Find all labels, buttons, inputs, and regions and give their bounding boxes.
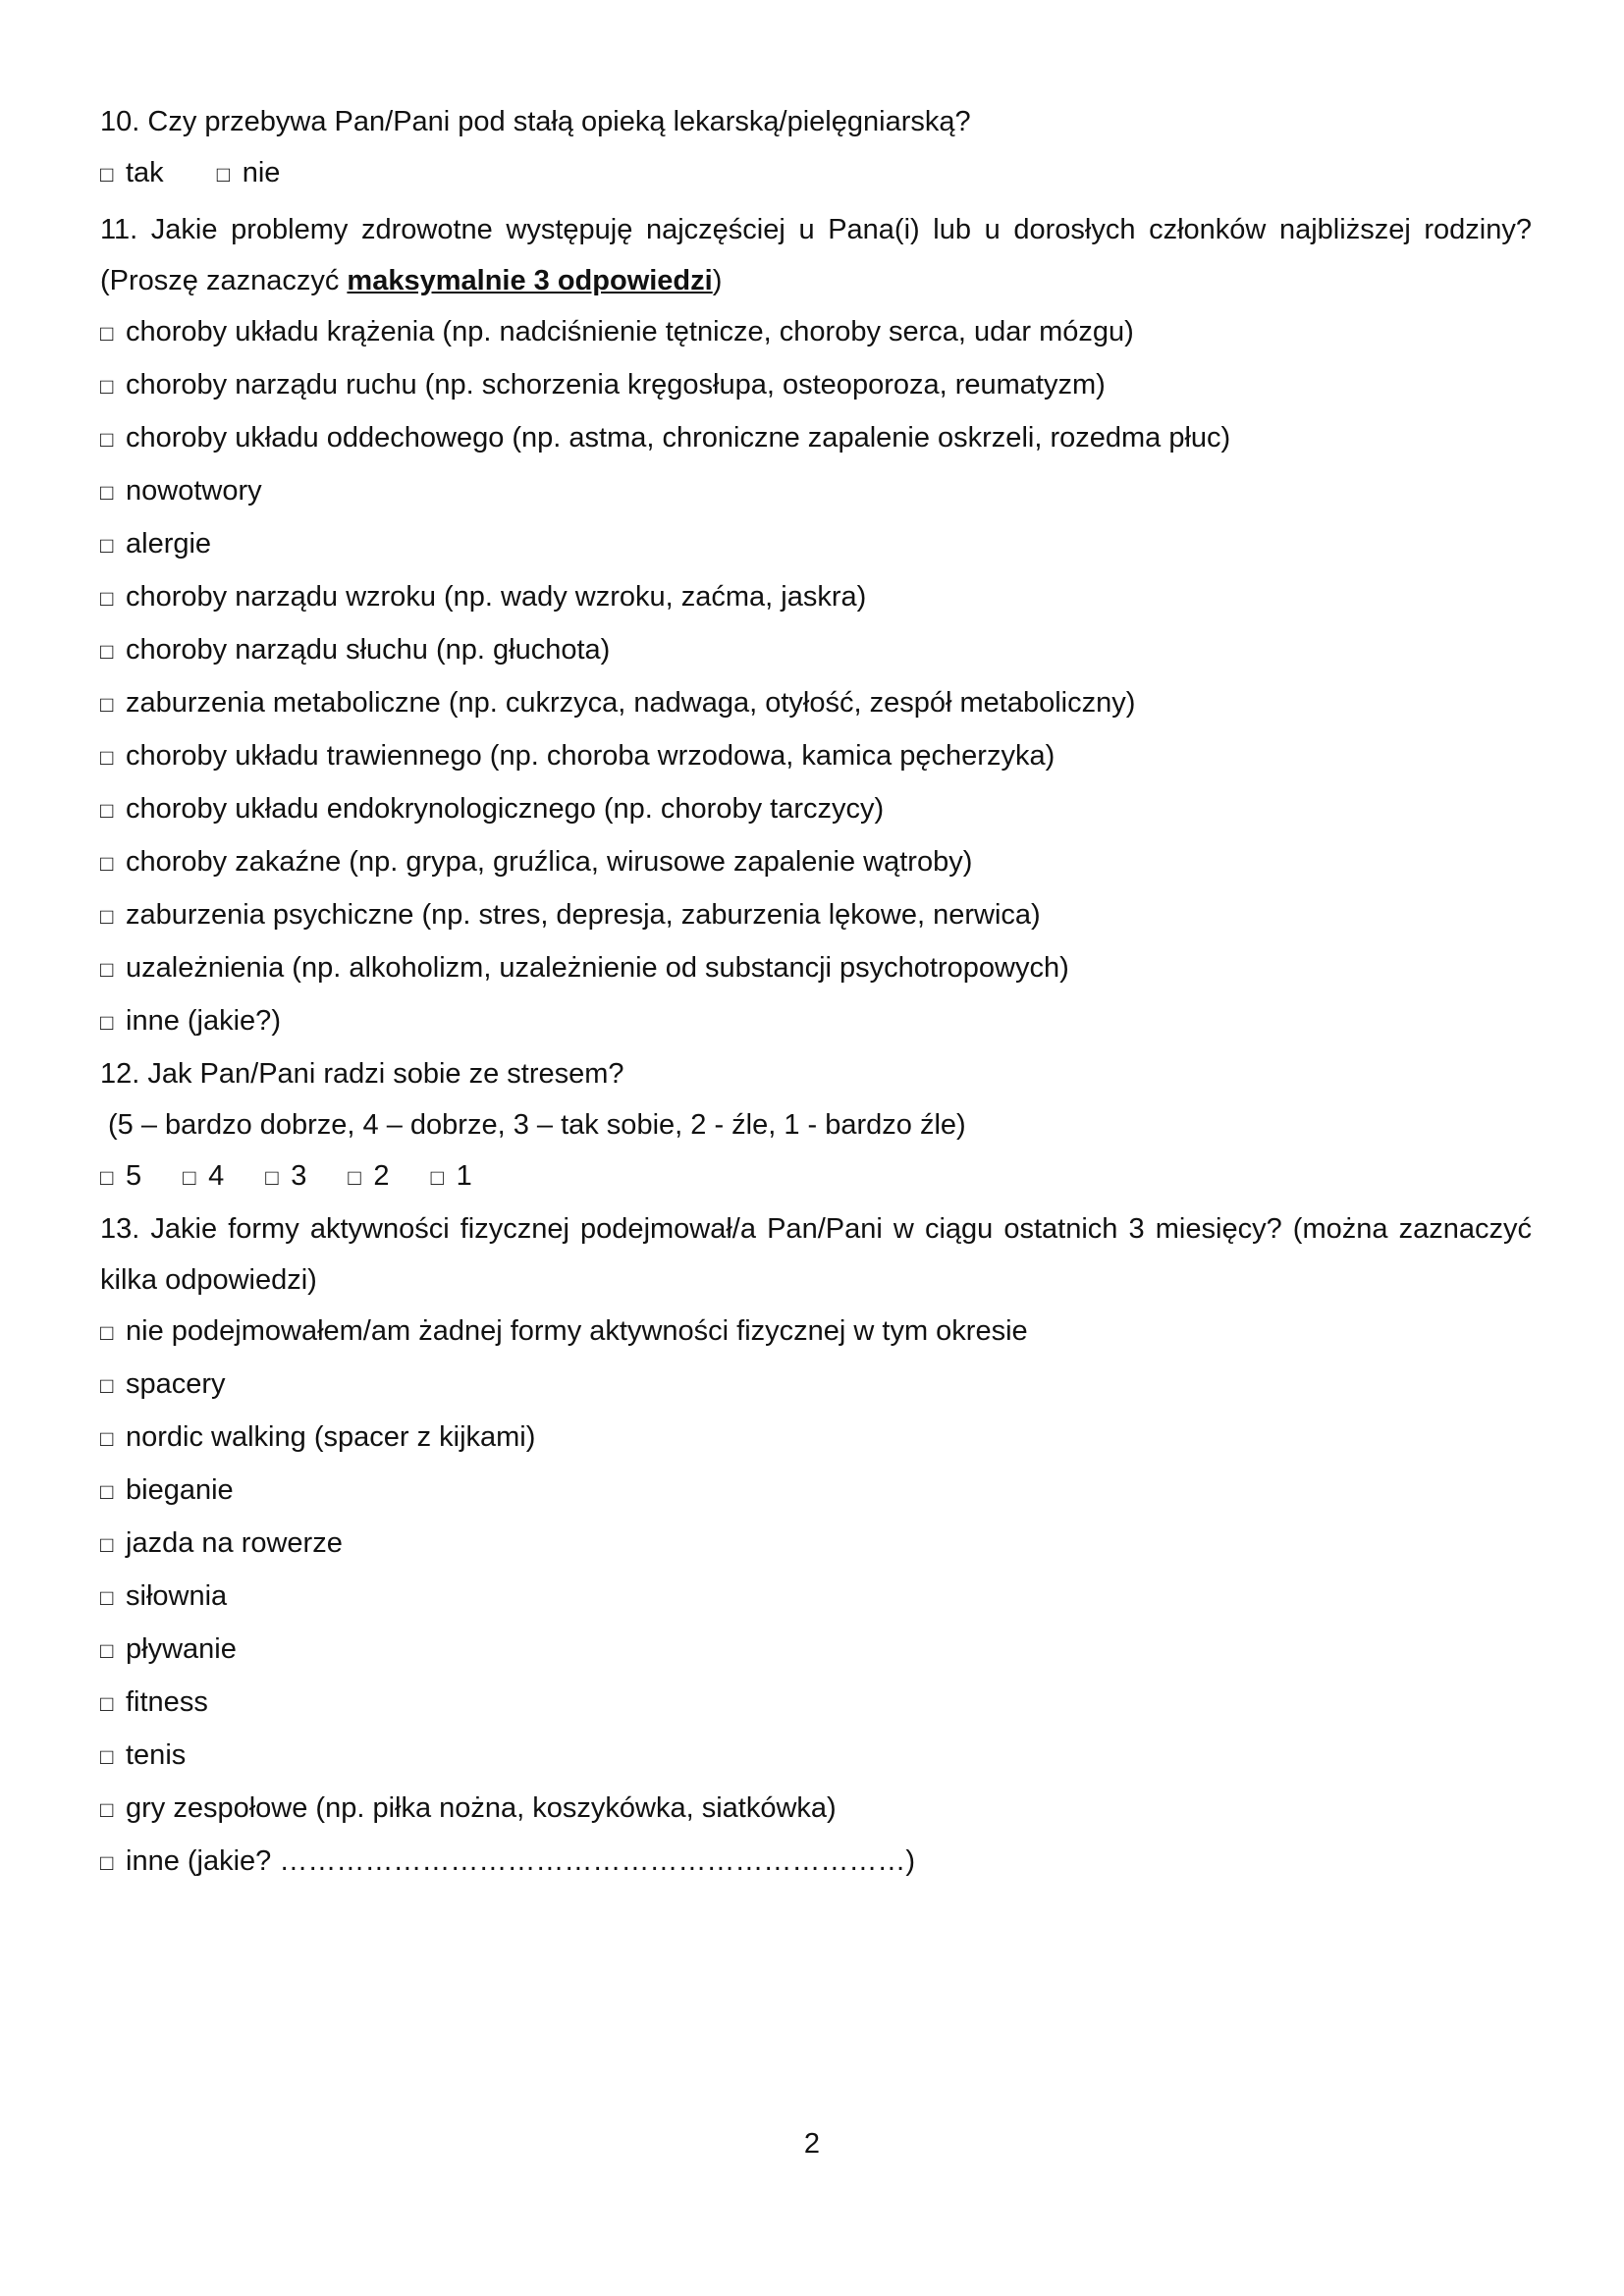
checkbox-icon[interactable]: □ [100,162,114,187]
checkbox-icon[interactable]: □ [100,374,114,399]
checkbox-icon[interactable]: □ [100,427,114,452]
q13-option[interactable]: □ spacery [100,1359,1532,1412]
q11-option[interactable]: □ choroby zakaźne (np. grypa, gruźlica, wirusowe zapalenie wątroby) [100,836,1532,889]
q11-option[interactable]: □ nowotwory [100,465,1532,518]
q12-scale-legend: (5 – bardzo dobrze, 4 – dobrze, 3 – tak sobie, 2 - źle, 1 - bardzo źle) [108,1109,966,1141]
q11-option[interactable]: □ choroby układu krążenia (np. nadciśnienie tętnicze, choroby serca, udar mózgu) [100,306,1532,359]
checkbox-icon[interactable]: □ [100,321,114,346]
checkbox-icon[interactable]: □ [100,1532,114,1557]
q10-option-nie[interactable]: □ nie [217,147,281,200]
checkbox-icon[interactable]: □ [100,639,114,664]
q11-option[interactable]: □ zaburzenia psychiczne (np. stres, depresja, zaburzenia lękowe, nerwica) [100,889,1532,942]
checkbox-icon[interactable]: □ [100,1426,114,1451]
checkbox-icon[interactable]: □ [348,1165,361,1190]
checkbox-icon[interactable]: □ [100,533,114,558]
checkbox-icon[interactable]: □ [265,1165,279,1190]
checkbox-icon[interactable]: □ [100,1744,114,1769]
checkbox-icon[interactable]: □ [183,1165,196,1190]
q13-option[interactable]: □ nordic walking (spacer z kijkami) [100,1412,1532,1465]
checkbox-icon[interactable]: □ [100,1320,114,1345]
q13-option[interactable]: □ siłownia [100,1571,1532,1624]
checkbox-icon[interactable]: □ [100,692,114,717]
q13-option[interactable]: □ fitness [100,1677,1532,1730]
q11-option[interactable]: □ choroby narządu słuchu (np. głuchota) [100,624,1532,677]
q13-option[interactable]: □ gry zespołowe (np. piłka nożna, koszykówka, siatkówka) [100,1783,1532,1836]
q12-options [100,1150,1532,1203]
checkbox-icon[interactable]: □ [100,1691,114,1716]
q10-option-tak[interactable]: □ tak [100,147,164,200]
checkbox-icon[interactable]: □ [100,586,114,611]
q13-option[interactable]: □ bieganie [100,1465,1532,1518]
q11-question: 11. Jakie problemy zdrowotne występuję najczęściej u Pana(i) lub u dorosłych członków najbliższej rodziny? (Proszę zaznaczyć maksymalnie 3 odpowiedzi) [100,214,1532,296]
q12-option-4[interactable]: □ 4 [183,1150,224,1203]
checkbox-icon[interactable]: □ [100,851,114,876]
checkbox-icon[interactable]: □ [216,162,230,187]
checkbox-icon[interactable]: □ [100,745,114,770]
checkbox-icon[interactable]: □ [100,1479,114,1504]
q11-options [100,306,1532,1048]
q11-option[interactable]: □ choroby narządu ruchu (np. schorzenia kręgosłupa, osteoporoza, reumatyzm) [100,359,1532,412]
q12-option-5[interactable]: □ 5 [100,1150,141,1203]
q10-question: 10. Czy przebywa Pan/Pani pod stałą opieką lekarską/pielęgniarską? [100,106,971,137]
questionnaire-page [100,96,1532,1889]
checkbox-icon[interactable]: □ [100,1165,114,1190]
q11-option[interactable]: □ uzależnienia (np. alkoholizm, uzależnienie od substancji psychotropowych) [100,942,1532,995]
checkbox-icon[interactable]: □ [100,1373,114,1398]
q11-option[interactable]: □ choroby układu oddechowego (np. astma, chroniczne zapalenie oskrzeli, rozedma płuc) [100,412,1532,465]
q13-question: 13. Jakie formy aktywności fizycznej podejmował/a Pan/Pani w ciągu ostatnich 3 miesięcy? (można zaznaczyć kilka odpowiedzi) [100,1213,1532,1296]
q12-question: 12. Jak Pan/Pani radzi sobie ze stresem? [100,1058,624,1090]
checkbox-icon[interactable]: □ [100,904,114,929]
q11-emphasis: maksymalnie 3 odpowiedzi [347,265,713,296]
q13-option[interactable]: □ inne (jakie? …………………………………………………………) [100,1836,1532,1889]
q13-option[interactable]: □ tenis [100,1730,1532,1783]
q11-option[interactable]: □ zaburzenia metaboliczne (np. cukrzyca, nadwaga, otyłość, zespół metaboliczny) [100,677,1532,730]
q11-option[interactable]: □ alergie [100,518,1532,571]
checkbox-icon[interactable]: □ [100,798,114,823]
checkbox-icon[interactable]: □ [100,957,114,982]
q13-option[interactable]: □ nie podejmowałem/am żadnej formy aktywności fizycznej w tym okresie [100,1306,1532,1359]
page-number: 2 [803,2128,821,2160]
q11-option[interactable]: □ choroby narządu wzroku (np. wady wzroku, zaćma, jaskra) [100,571,1532,624]
checkbox-icon[interactable]: □ [100,1638,114,1663]
q11-option[interactable]: □ inne (jakie?) [100,995,1532,1048]
checkbox-icon[interactable]: □ [100,1010,114,1035]
q11-option[interactable]: □ choroby układu endokrynologicznego (np. choroby tarczycy) [100,783,1532,836]
q12-option-1[interactable]: □ 1 [431,1150,472,1203]
q13-options [100,1306,1532,1889]
q13-option[interactable]: □ pływanie [100,1624,1532,1677]
checkbox-icon[interactable]: □ [430,1165,444,1190]
checkbox-icon[interactable]: □ [100,1850,114,1875]
checkbox-icon[interactable]: □ [100,1797,114,1822]
checkbox-icon[interactable]: □ [100,480,114,505]
q11-option[interactable]: □ choroby układu trawiennego (np. choroba wrzodowa, kamica pęcherzyka) [100,730,1532,783]
q13-option[interactable]: □ jazda na rowerze [100,1518,1532,1571]
q12-option-3[interactable]: □ 3 [265,1150,306,1203]
checkbox-icon[interactable]: □ [100,1585,114,1610]
q12-option-2[interactable]: □ 2 [348,1150,389,1203]
q10-options [100,147,1532,200]
